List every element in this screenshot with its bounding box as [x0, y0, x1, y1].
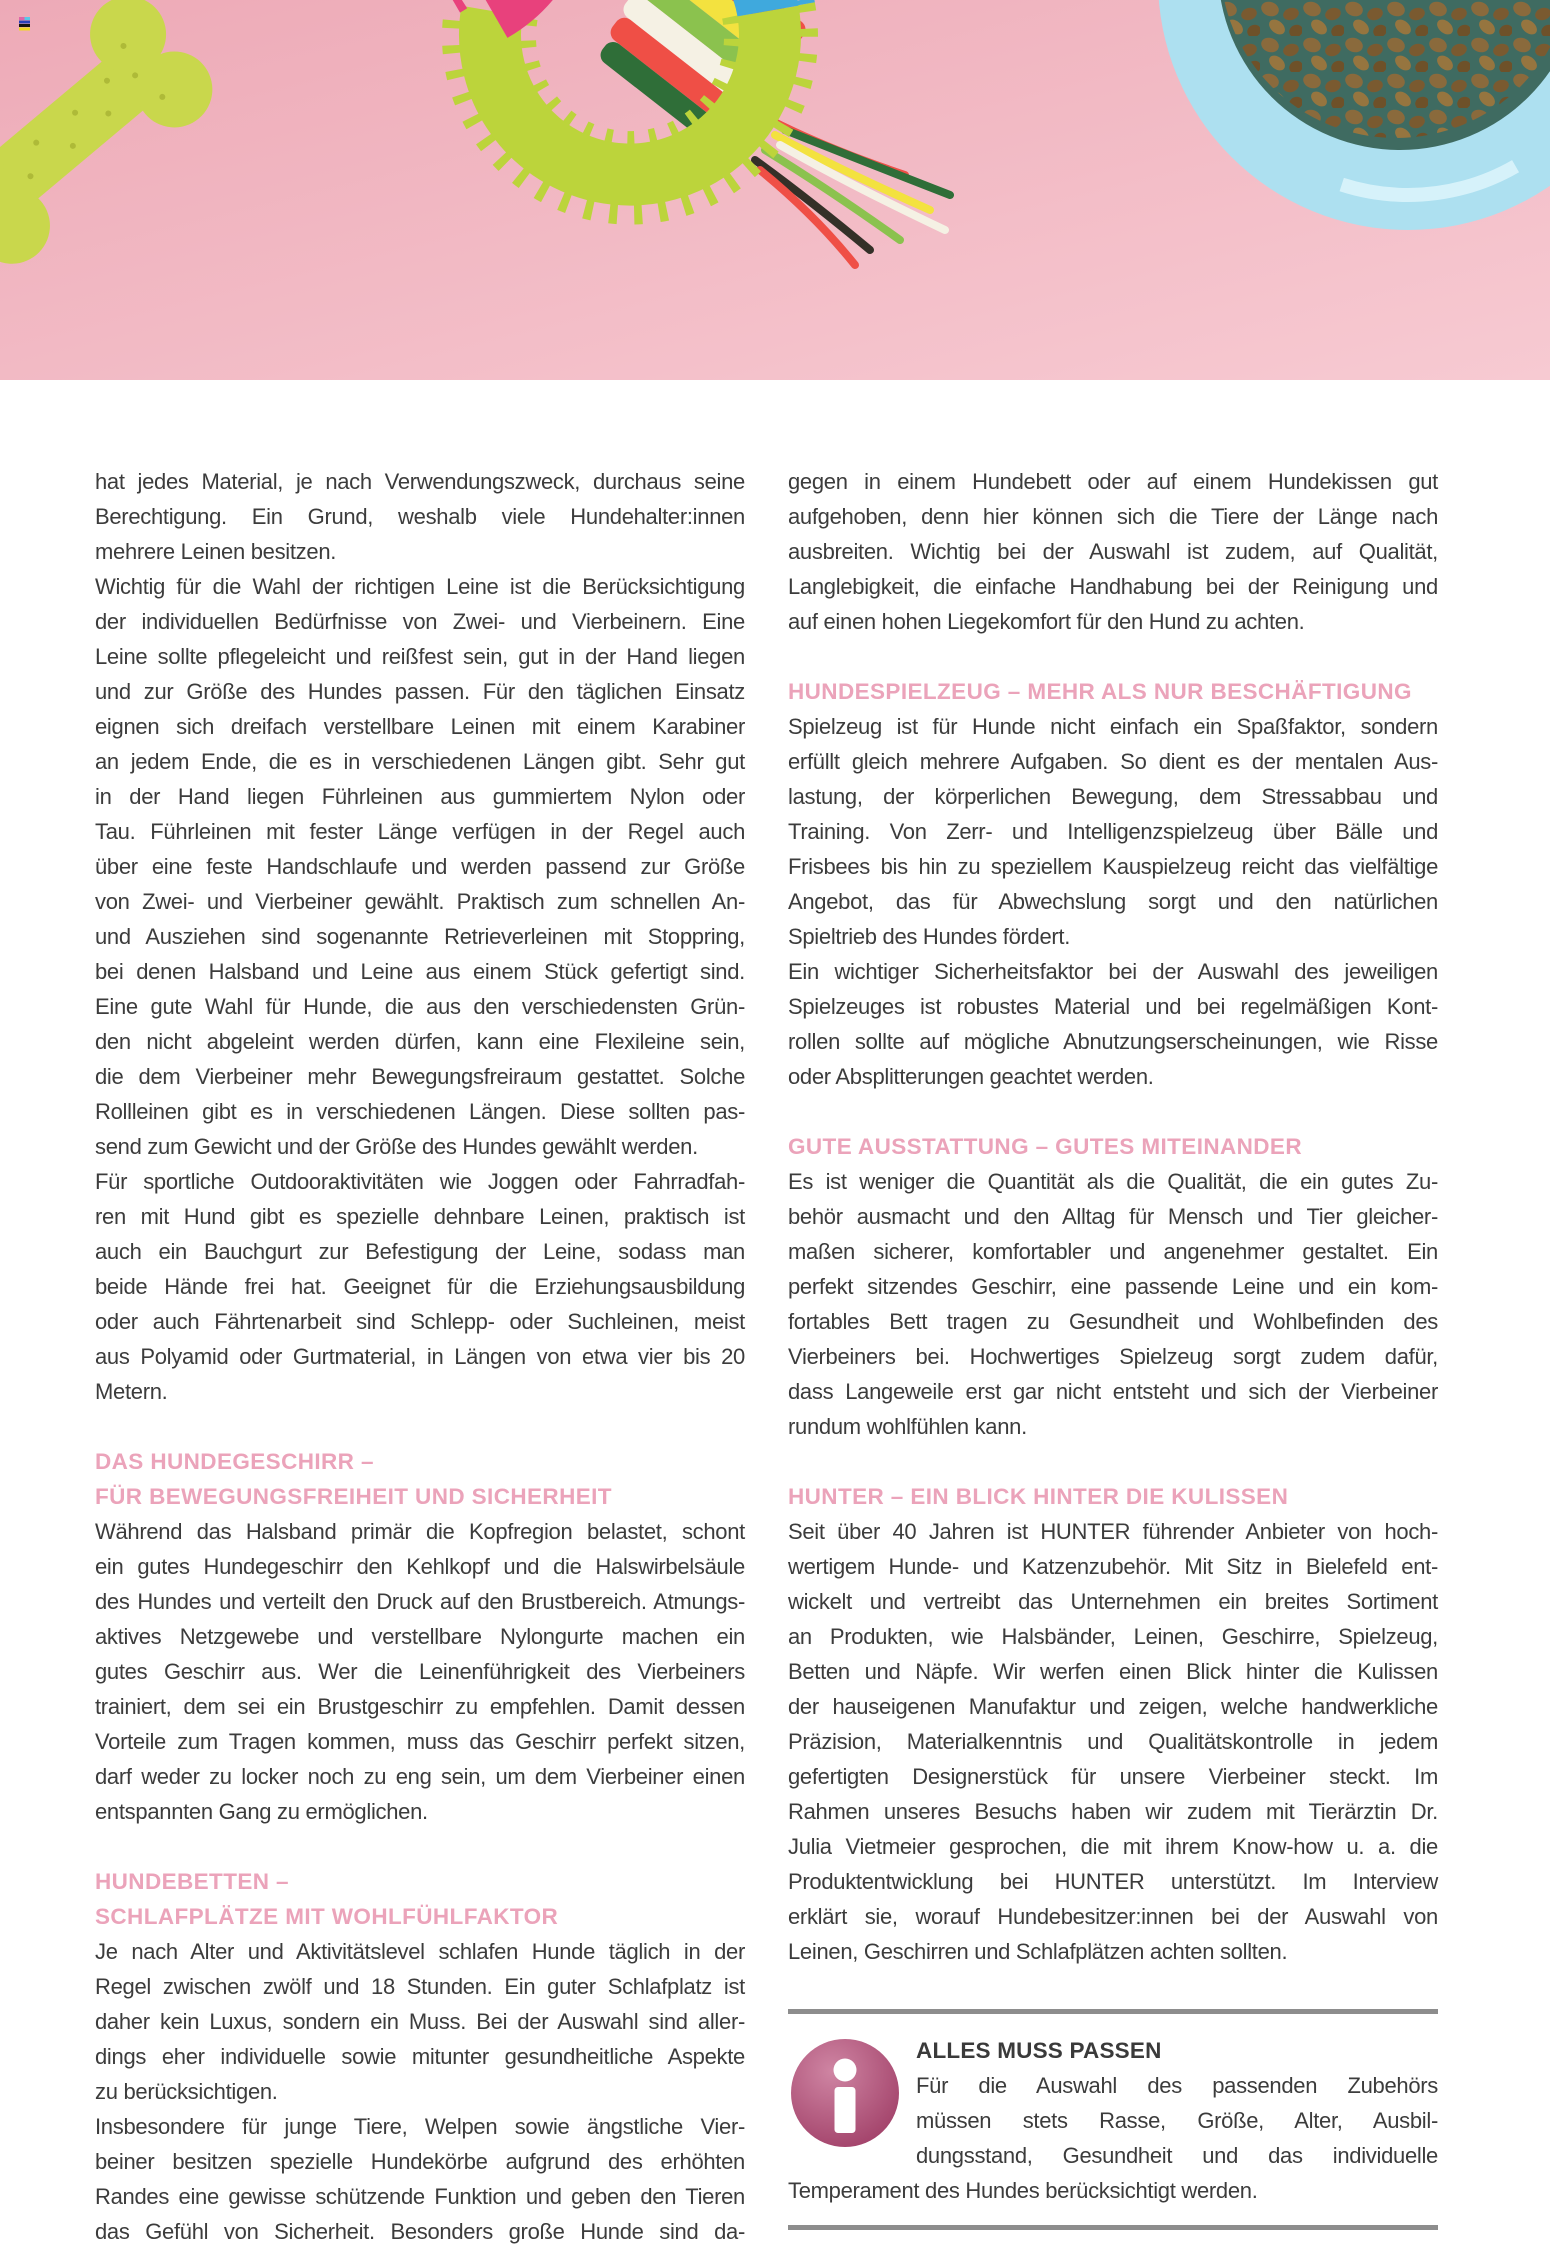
print-registration-icon	[19, 17, 30, 31]
text-line: dings eher individuelle sowie mitunter gesundheitliche Aspekte	[95, 2044, 745, 2069]
text-line: aktives Netzgewebe und verstellbare Nylongurte machen ein	[95, 1624, 745, 1649]
text-line: fortables Bett tragen zu Gesundheit und Wohlbefinden des	[788, 1309, 1438, 1334]
text-line: eignen sich dreifach verstellbare Leinen mit einem Karabiner	[95, 714, 745, 739]
text-line: Leine sollte pflegeleicht und reißfest sein, gut in der Hand liegen	[95, 644, 745, 669]
text-line: aufgehoben, denn hier können sich die Tiere der Länge nach	[788, 504, 1438, 529]
text-line: Wichtig für die Wahl der richtigen Leine ist die Berücksichtigung	[95, 574, 745, 599]
heading-line: HUNDEBETTEN –	[95, 1869, 289, 1894]
body-paragraph	[95, 1934, 745, 2109]
text-line: perfekt sitzendes Geschirr, eine passende Leine und ein kom-	[788, 1274, 1438, 1299]
text-line: der individuellen Bedürfnisse von Zwei- und Vierbeinern. Eine	[95, 609, 745, 634]
text-line: gutes Geschirr aus. Wer die Leinenführigkeit des Vierbeiners	[95, 1659, 745, 1684]
text-line: gefertigten Designerstück für unsere Vierbeiner steckt. Im	[788, 1764, 1438, 1789]
info-box	[788, 2009, 1438, 2230]
info-icon	[790, 2038, 900, 2148]
body-paragraph	[788, 954, 1438, 1094]
heading-line: GUTE AUSSTATTUNG – GUTES MITEINANDER	[788, 1134, 1302, 1159]
text-line: Präzision, Materialkenntnis und Qualitätskontrolle in jedem	[788, 1729, 1438, 1754]
text-line: Angebot, das für Abwechslung sorgt und den natürlichen	[788, 889, 1438, 914]
text-line: Spielzeug ist für Hunde nicht einfach ein Spaßfaktor, sondern	[788, 714, 1438, 739]
text-line: Frisbees bis hin zu speziellem Kauspielzeug reicht das vielfältige	[788, 854, 1438, 879]
heading-line: SCHLAFPLÄTZE MIT WOHLFÜHLFAKTOR	[95, 1904, 559, 1929]
text-line: beide Hände frei hat. Geeignet für die Erziehungsausbildung	[95, 1274, 745, 1299]
body-paragraph	[95, 1514, 745, 1829]
info-line: Temperament des Hundes berücksichtigt werden.	[788, 2178, 1258, 2203]
text-line: maßen sicherer, komfortabler und angenehmer gestaltet. Ein	[788, 1239, 1438, 1264]
text-line: Julia Vietmeier gesprochen, die mit ihrem Know-how u. a. die	[788, 1834, 1438, 1859]
text-line: Eine gute Wahl für Hunde, die aus den verschiedensten Grün-	[95, 994, 745, 1019]
body-paragraph	[788, 709, 1438, 954]
text-line: Während das Halsband primär die Kopfregion belastet, schont	[95, 1519, 745, 1544]
text-line: ausbreiten. Wichtig bei der Auswahl ist zudem, auf Qualität,	[788, 539, 1438, 564]
text-line: hat jedes Material, je nach Verwendungszweck, durchaus seine	[95, 469, 745, 494]
text-line: oder auch Fährtenarbeit sind Schlepp- oder Suchleinen, meist	[95, 1309, 745, 1334]
text-line: oder Absplitterungen geachtet werden.	[788, 1064, 1154, 1089]
section-heading	[95, 1444, 745, 1514]
text-line: Je nach Alter und Aktivitätslevel schlafen Hunde täglich in der	[95, 1939, 745, 1964]
heading-line: HUNTER – EIN BLICK HINTER DIE KULISSEN	[788, 1484, 1289, 1509]
text-line: Ein wichtiger Sicherheitsfaktor bei der Auswahl des jeweiligen	[788, 959, 1438, 984]
text-line: Randes eine gewisse schützende Funktion und geben den Tieren	[95, 2184, 745, 2209]
info-line: müssen stets Rasse, Größe, Alter, Ausbil-	[916, 2108, 1438, 2133]
info-line: Für die Auswahl des passenden Zubehörs	[916, 2073, 1438, 2098]
text-line: Langlebigkeit, die einfache Handhabung bei der Reinigung und	[788, 574, 1438, 599]
text-line: ein gutes Hundegeschirr den Kehlkopf und die Halswirbelsäule	[95, 1554, 745, 1579]
text-line: aus Polyamid oder Gurtmaterial, in Längen von etwa vier bis 20	[95, 1344, 745, 1369]
text-line: und Ausziehen sind sogenannte Retrieverleinen mit Stoppring,	[95, 924, 745, 949]
text-line: send zum Gewicht und der Größe des Hundes gewählt werden.	[95, 1134, 698, 1159]
heading-line: FÜR BEWEGUNGSFREIHEIT UND SICHERHEIT	[95, 1484, 612, 1509]
text-line: mehrere Leinen besitzen.	[95, 539, 337, 564]
text-line: Insbesondere für junge Tiere, Welpen sowie ängstliche Vier-	[95, 2114, 745, 2139]
heading-line: HUNDESPIELZEUG – MEHR ALS NUR BESCHÄFTIGUNG	[788, 679, 1412, 704]
text-line: über eine feste Handschlaufe und werden passend zur Größe	[95, 854, 745, 879]
text-line: dass Langeweile erst gar nicht entsteht und sich der Vierbeiner	[788, 1379, 1438, 1404]
text-line: Spieltrieb des Hundes fördert.	[788, 924, 1071, 949]
info-line: dungsstand, Gesundheit und das individuelle	[916, 2143, 1438, 2168]
text-line: wertigem Hunde- und Katzenzubehör. Mit Sitz in Bielefeld ent-	[788, 1554, 1438, 1579]
heading-line: DAS HUNDEGESCHIRR –	[95, 1449, 374, 1474]
info-box-title: ALLES MUSS PASSEN	[916, 2038, 1162, 2063]
text-line: das Gefühl von Sicherheit. Besonders große Hunde sind da-	[95, 2219, 745, 2244]
text-line: den nicht abgeleint werden dürfen, kann eine Flexileine sein,	[95, 1029, 745, 1054]
text-line: entspannten Gang zu ermöglichen.	[95, 1799, 428, 1824]
body-paragraph	[788, 1514, 1438, 1969]
right-text-column	[788, 464, 1438, 2230]
text-line: Seit über 40 Jahren ist HUNTER führender Anbieter von hoch-	[788, 1519, 1438, 1544]
text-line: bei denen Halsband und Leine aus einem Stück gefertigt sind.	[95, 959, 745, 984]
text-line: auf einen hohen Liegekomfort für den Hund zu achten.	[788, 609, 1305, 634]
text-line: erfüllt gleich mehrere Aufgaben. So dient es der mentalen Aus-	[788, 749, 1438, 774]
section-heading	[788, 1479, 1438, 1514]
text-line: rollen sollte auf mögliche Abnutzungserscheinungen, wie Risse	[788, 1029, 1438, 1054]
text-line: gegen in einem Hundebett oder auf einem Hundekissen gut	[788, 469, 1438, 494]
text-line: die dem Vierbeiner mehr Bewegungsfreiraum gestattet. Solche	[95, 1064, 745, 1089]
body-paragraph	[788, 1164, 1438, 1444]
body-paragraph	[95, 2109, 745, 2249]
header-photo	[0, 0, 1550, 380]
text-line: Vorteile zum Tragen kommen, muss das Geschirr perfekt sitzen,	[95, 1729, 745, 1754]
text-line: Berechtigung. Ein Grund, weshalb viele Hundehalter:innen	[95, 504, 745, 529]
body-paragraph	[95, 569, 745, 1164]
section-heading	[788, 674, 1438, 709]
text-line: behör ausmacht und den Alltag für Mensch und Tier gleicher-	[788, 1204, 1438, 1229]
text-line: beiner besitzen spezielle Hundekörbe aufgrund des erhöhten	[95, 2149, 745, 2174]
text-line: Metern.	[95, 1379, 168, 1404]
text-line: Für sportliche Outdooraktivitäten wie Joggen oder Fahrradfah-	[95, 1169, 745, 1194]
text-line: auch ein Bauchgurt zur Befestigung der Leine, sodass man	[95, 1239, 745, 1264]
text-line: Regel zwischen zwölf und 18 Stunden. Ein guter Schlafplatz ist	[95, 1974, 745, 1999]
body-paragraph	[95, 464, 745, 569]
text-line: rundum wohlfühlen kann.	[788, 1414, 1027, 1439]
text-line: erklärt sie, worauf Hundebesitzer:innen bei der Auswahl von	[788, 1904, 1438, 1929]
text-line: daher kein Luxus, sondern ein Muss. Bei der Auswahl sind aller-	[95, 2009, 745, 2034]
text-line: darf weder zu locker noch zu eng sein, um dem Vierbeiner einen	[95, 1764, 745, 1789]
text-line: in der Hand liegen Führleinen aus gummiertem Nylon oder	[95, 784, 745, 809]
text-line: Betten und Näpfe. Wir werfen einen Blick hinter die Kulissen	[788, 1659, 1438, 1684]
text-line: an jedem Ende, die es in verschiedenen Längen gibt. Sehr gut	[95, 749, 745, 774]
text-line: Tau. Führleinen mit fester Länge verfügen in der Regel auch	[95, 819, 745, 844]
body-paragraph	[95, 1164, 745, 1409]
text-line: zu berücksichtigen.	[95, 2079, 278, 2104]
text-line: der hauseigenen Manufaktur und zeigen, welche handwerkliche	[788, 1694, 1438, 1719]
text-line: Produktentwicklung bei HUNTER unterstützt. Im Interview	[788, 1869, 1438, 1894]
text-line: Rahmen unseres Besuchs haben wir zudem mit Tierärztin Dr.	[788, 1799, 1438, 1824]
text-line: und zur Größe des Hundes passen. Für den täglichen Einsatz	[95, 679, 745, 704]
text-line: Es ist weniger die Quantität als die Qualität, die ein gutes Zu-	[788, 1169, 1438, 1194]
text-line: lastung, der körperlichen Bewegung, dem Stressabbau und	[788, 784, 1438, 809]
text-line: ren mit Hund gibt es spezielle dehnbare Leinen, praktisch ist	[95, 1204, 745, 1229]
text-line: wickelt und vertreibt das Unternehmen ein breites Sortiment	[788, 1589, 1438, 1614]
section-heading	[95, 1864, 745, 1934]
left-text-column	[95, 464, 745, 2249]
text-line: Leinen, Geschirren und Schlafplätzen achten sollten.	[788, 1939, 1288, 1964]
body-paragraph	[788, 464, 1438, 639]
text-line: Training. Von Zerr- und Intelligenzspielzeug über Bälle und	[788, 819, 1438, 844]
text-line: des Hundes und verteilt den Druck auf den Brustbereich. Atmungs-	[95, 1589, 745, 1614]
text-line: Spielzeuges ist robustes Material und bei regelmäßigen Kont-	[788, 994, 1438, 1019]
text-line: Vierbeiners bei. Hochwertiges Spielzeug sorgt zudem dafür,	[788, 1344, 1438, 1369]
section-heading	[788, 1129, 1438, 1164]
text-line: Rollleinen gibt es in verschiedenen Längen. Diese sollten pas-	[95, 1099, 745, 1124]
text-line: trainiert, dem sei ein Brustgeschirr zu empfehlen. Damit dessen	[95, 1694, 745, 1719]
text-line: von Zwei- und Vierbeiner gewählt. Praktisch zum schnellen An-	[95, 889, 745, 914]
text-line: an Produkten, wie Halsbänder, Leinen, Geschirre, Spielzeug,	[788, 1624, 1438, 1649]
